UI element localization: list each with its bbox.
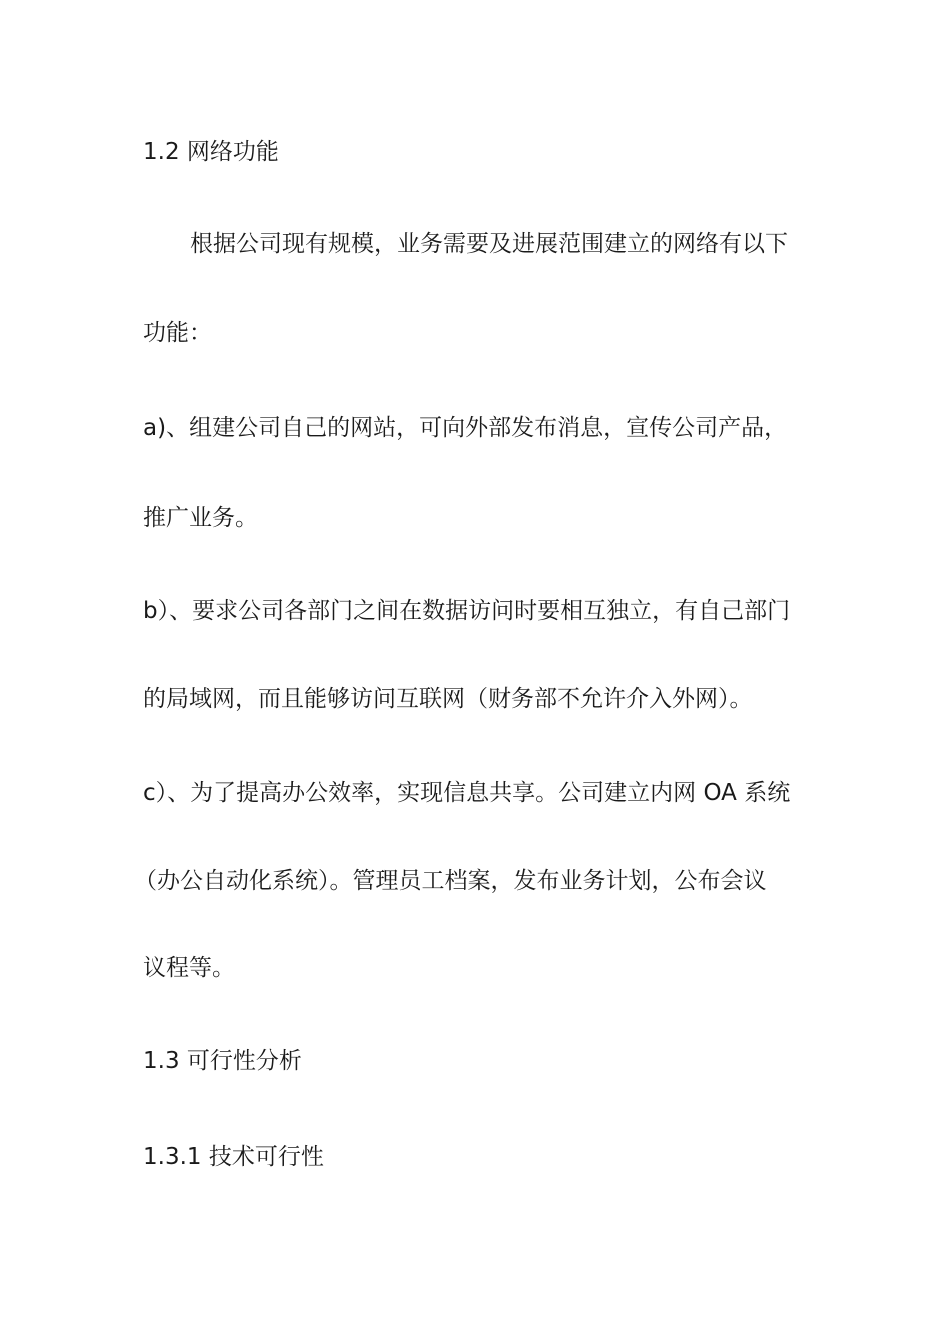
list-item-b-line-2: 的局域网，而且能够访问互联网（财务部不允许介入外网）。 <box>143 686 753 712</box>
section-heading-1-3-1: 1.3.1 技术可行性 <box>143 1144 324 1170</box>
section-heading-1-3: 1.3 可行性分析 <box>143 1048 302 1074</box>
list-item-c-line-3: 议程等。 <box>143 955 235 981</box>
paragraph-intro-line-1: 根据公司现有规模，业务需要及进展范围建立的网络有以下 <box>190 231 788 257</box>
list-item-b-line-1: b）、要求公司各部门之间在数据访问时要相互独立，有自己部门 <box>143 598 791 624</box>
list-item-a-line-2: 推广业务。 <box>143 505 258 531</box>
list-item-c-line-1: c）、为了提高办公效率，实现信息共享。公司建立内网 OA 系统 <box>143 780 791 806</box>
section-heading-1-2: 1.2 网络功能 <box>143 139 279 165</box>
list-item-c-line-2: （办公自动化系统）。管理员工档案，发布业务计划，公布会议 <box>134 868 767 894</box>
paragraph-intro-line-2: 功能： <box>143 320 212 346</box>
list-item-a-line-1: a)、组建公司自己的网站，可向外部发布消息，宣传公司产品， <box>143 415 788 441</box>
